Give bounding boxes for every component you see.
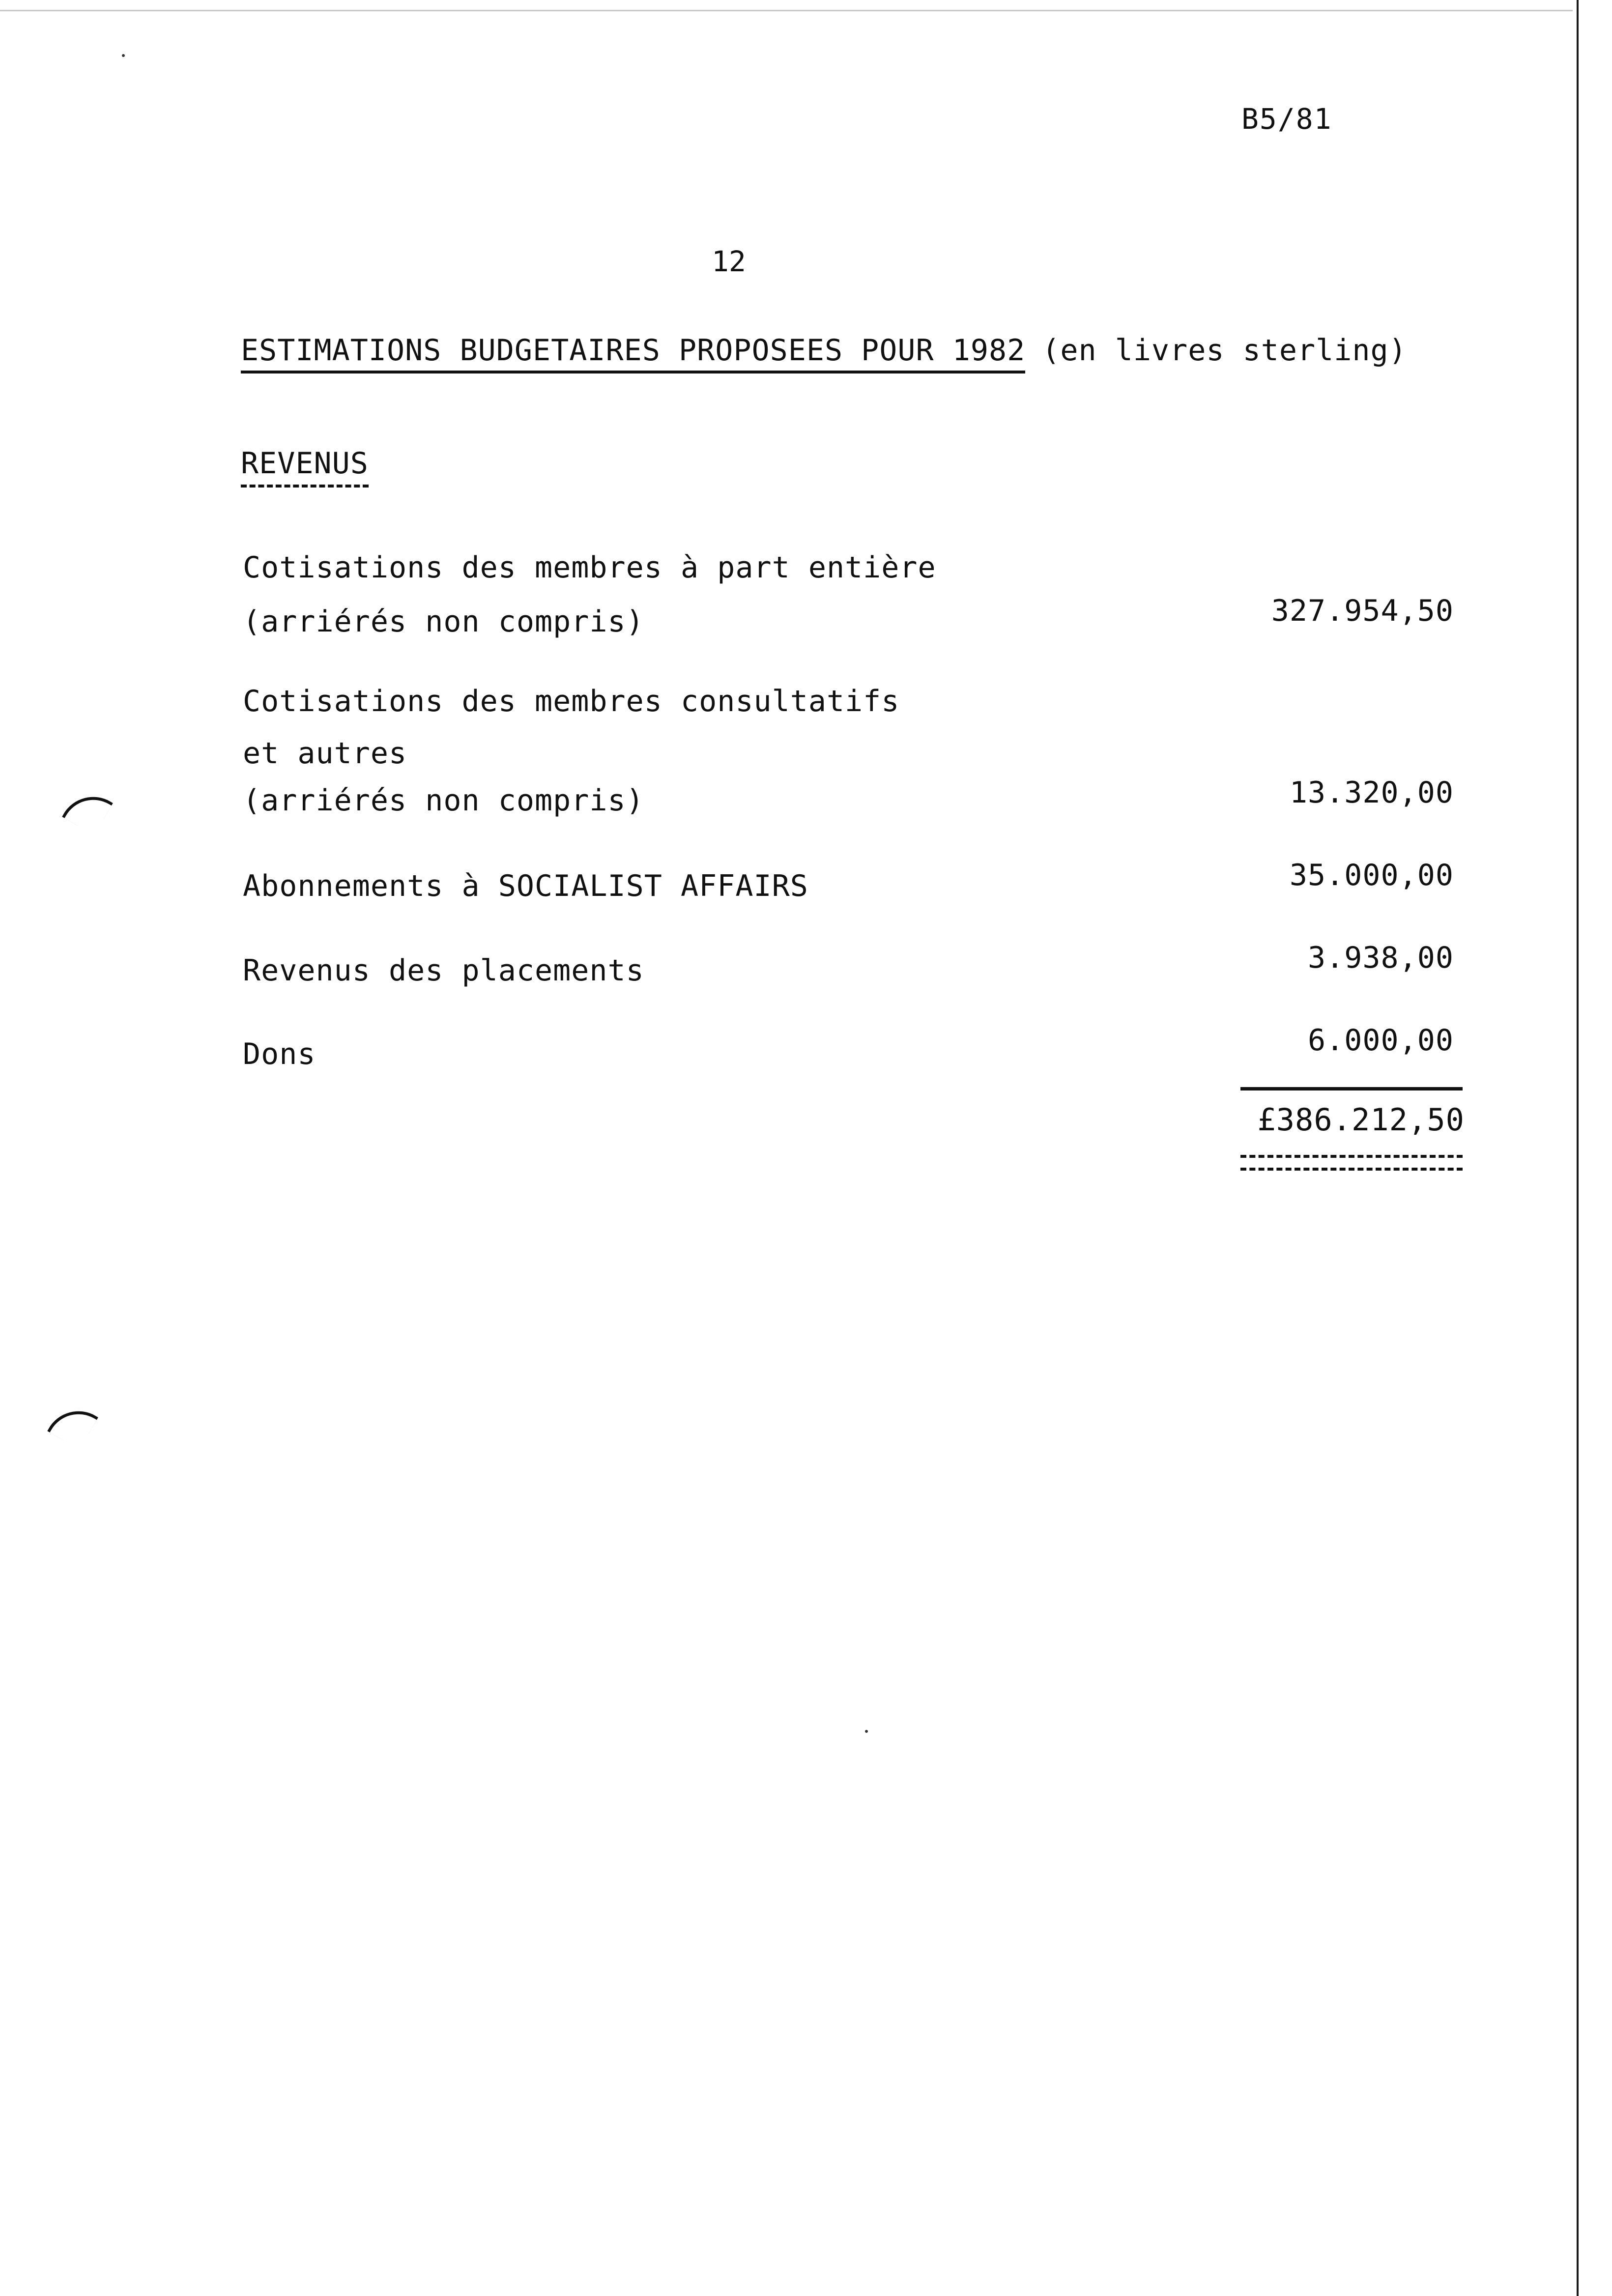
item-amount: 3.938,00 <box>1308 941 1454 975</box>
scan-speck <box>865 1730 868 1733</box>
punch-hole-mark <box>62 784 113 835</box>
document-reference: B5/81 <box>1241 102 1332 136</box>
item-amount: 13.320,00 <box>1289 775 1454 810</box>
total-double-rule <box>1240 1155 1463 1158</box>
item-label-line: Cotisations des membres consultatifs <box>243 684 900 718</box>
total-rule <box>1240 1087 1463 1091</box>
scan-edge-line <box>0 10 1573 11</box>
total-amount: £386.212,50 <box>1257 1102 1465 1138</box>
item-label-line: Revenus des placements <box>243 953 644 988</box>
title-main: ESTIMATIONS BUDGETAIRES PROPOSEES POUR 1982 <box>241 333 1025 373</box>
item-label-line: (arriérés non compris) <box>243 783 644 818</box>
item-label-line: Dons <box>243 1037 316 1071</box>
scan-speck <box>122 54 125 57</box>
total-double-rule <box>1240 1168 1463 1171</box>
section-heading: REVENUS <box>241 446 369 488</box>
item-label-line: Abonnements à SOCIALIST AFFAIRS <box>243 869 808 903</box>
item-amount: 327.954,50 <box>1271 594 1454 628</box>
punch-hole-mark <box>47 1399 98 1450</box>
page-number: 12 <box>712 245 746 278</box>
page-title <box>241 333 1407 373</box>
item-label-line: (arriérés non compris) <box>243 604 644 639</box>
item-amount: 35.000,00 <box>1289 858 1454 892</box>
item-amount: 6.000,00 <box>1308 1023 1454 1058</box>
item-label-line: Cotisations des membres à part entière <box>243 550 936 585</box>
title-subtitle: (en livres sterling) <box>1042 333 1407 368</box>
page-edge-shadow <box>1577 0 1579 2296</box>
item-label-line: et autres <box>243 736 407 771</box>
